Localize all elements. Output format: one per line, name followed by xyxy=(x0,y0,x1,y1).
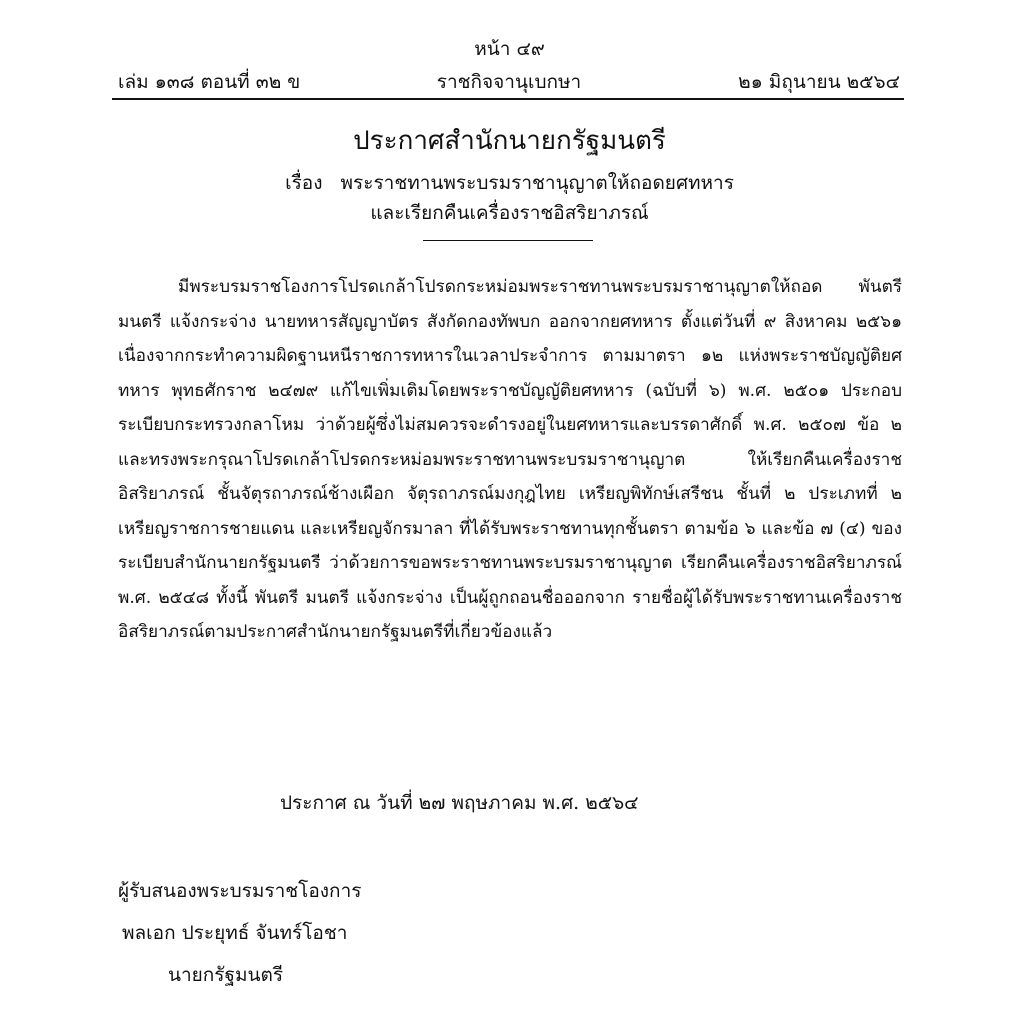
countersignature-block xyxy=(118,870,361,996)
volume-issue: เล่ม ๑๓๘ ตอนที่ ๓๒ ข xyxy=(118,71,301,93)
gazette-header xyxy=(118,67,900,95)
subject-line-2: และเรียกคืนเครื่องราชอิสริยาภรณ์ xyxy=(370,202,649,224)
title-divider xyxy=(423,240,593,241)
announcement-title: ประกาศสำนักนายกรัฐมนตรี xyxy=(353,126,666,156)
countersign-role: ผู้รับสนองพระบรมราชโองการ xyxy=(118,880,362,902)
announcement-body: มีพระบรมราชโองการโปรดเกล้าโปรดกระหม่อมพระราชทานพระบรมราชานุญาตให้ถอด พันตรี มนตรี แจ้งกระจ่าง นายทหารสัญญาบัตร สังกัดกองทัพบก ออกจากยศทหาร ตั้งแต่วันที่ ๙ สิงหาคม ๒๕๖๑ เนื่องจากกระทำความผิดฐานหนีราชการทหารในเวลาประจำการ ตามมาตรา ๑๒ แห่งพระราชบัญญัติยศทหาร พุทธศักราช ๒๔๗๙ แก้ไขเพิ่มเติมโดยพระราชบัญญัติยศทหาร (ฉบับที่ ๖) พ.ศ. ๒๕๐๑ ประกอบระเบียบกระทรวงกลาโหม ว่าด้วยผู้ซึ่งไม่สมควรจะดำรงอยู่ในยศทหารและบรรดาศักดิ์ พ.ศ. ๒๕๐๗ ข้อ ๒ และทรงพระกรุณาโปรดเกล้าโปรดกระหม่อมพระราชทานพระบรมราชานุญาต ให้เรียกคืนเครื่องราชอิสริยาภรณ์ ชั้นจัตุรถาภรณ์ช้างเผือก จัตุรถาภรณ์มงกุฎไทย เหรียญพิทักษ์เสรีชน ชั้นที่ ๒ ประเภทที่ ๒ เหรียญราชการชายแดน และเหรียญจักรมาลา ที่ได้รับพระราชทานทุกชั้นตรา ตามข้อ ๖ และข้อ ๗ (๔) ของระเบียบสำนักนายกรัฐมนตรี ว่าด้วยการขอพระราชทานพระบรมราชานุญาต เรียกคืนเครื่องราชอิสริยาภรณ์ พ.ศ. ๒๕๔๘ ทั้งนี้ พันตรี มนตรี แจ้งกระจ่าง เป็นผู้ถูกถอนชื่อออกจาก รายชื่อผู้ได้รับพระราชทานเครื่องราชอิสริยาภรณ์ตามประกาศสำนักนายกรัฐมนตรีที่เกี่ยวข้องแล้ว xyxy=(118,277,902,642)
announcement-date: ประกาศ ณ วันที่ ๒๗ พฤษภาคม พ.ศ. ๒๕๖๔ xyxy=(280,792,639,814)
subject-label: เรื่อง xyxy=(285,172,323,194)
header-divider xyxy=(112,98,904,100)
gazette-date: ๒๑ มิถุนายน ๒๕๖๔ xyxy=(738,71,900,93)
page-number: หน้า ๔๙ xyxy=(474,38,545,60)
gazette-name: ราชกิจจานุเบกษา xyxy=(436,71,582,93)
countersign-name: พลเอก ประยุทธ์ จันทร์โอชา xyxy=(122,922,348,944)
countersign-position: นายกรัฐมนตรี xyxy=(168,964,284,986)
announcement-subject xyxy=(0,168,1019,228)
subject-line-1: พระราชทานพระบรมราชานุญาตให้ถอดยศทหาร xyxy=(340,172,734,194)
